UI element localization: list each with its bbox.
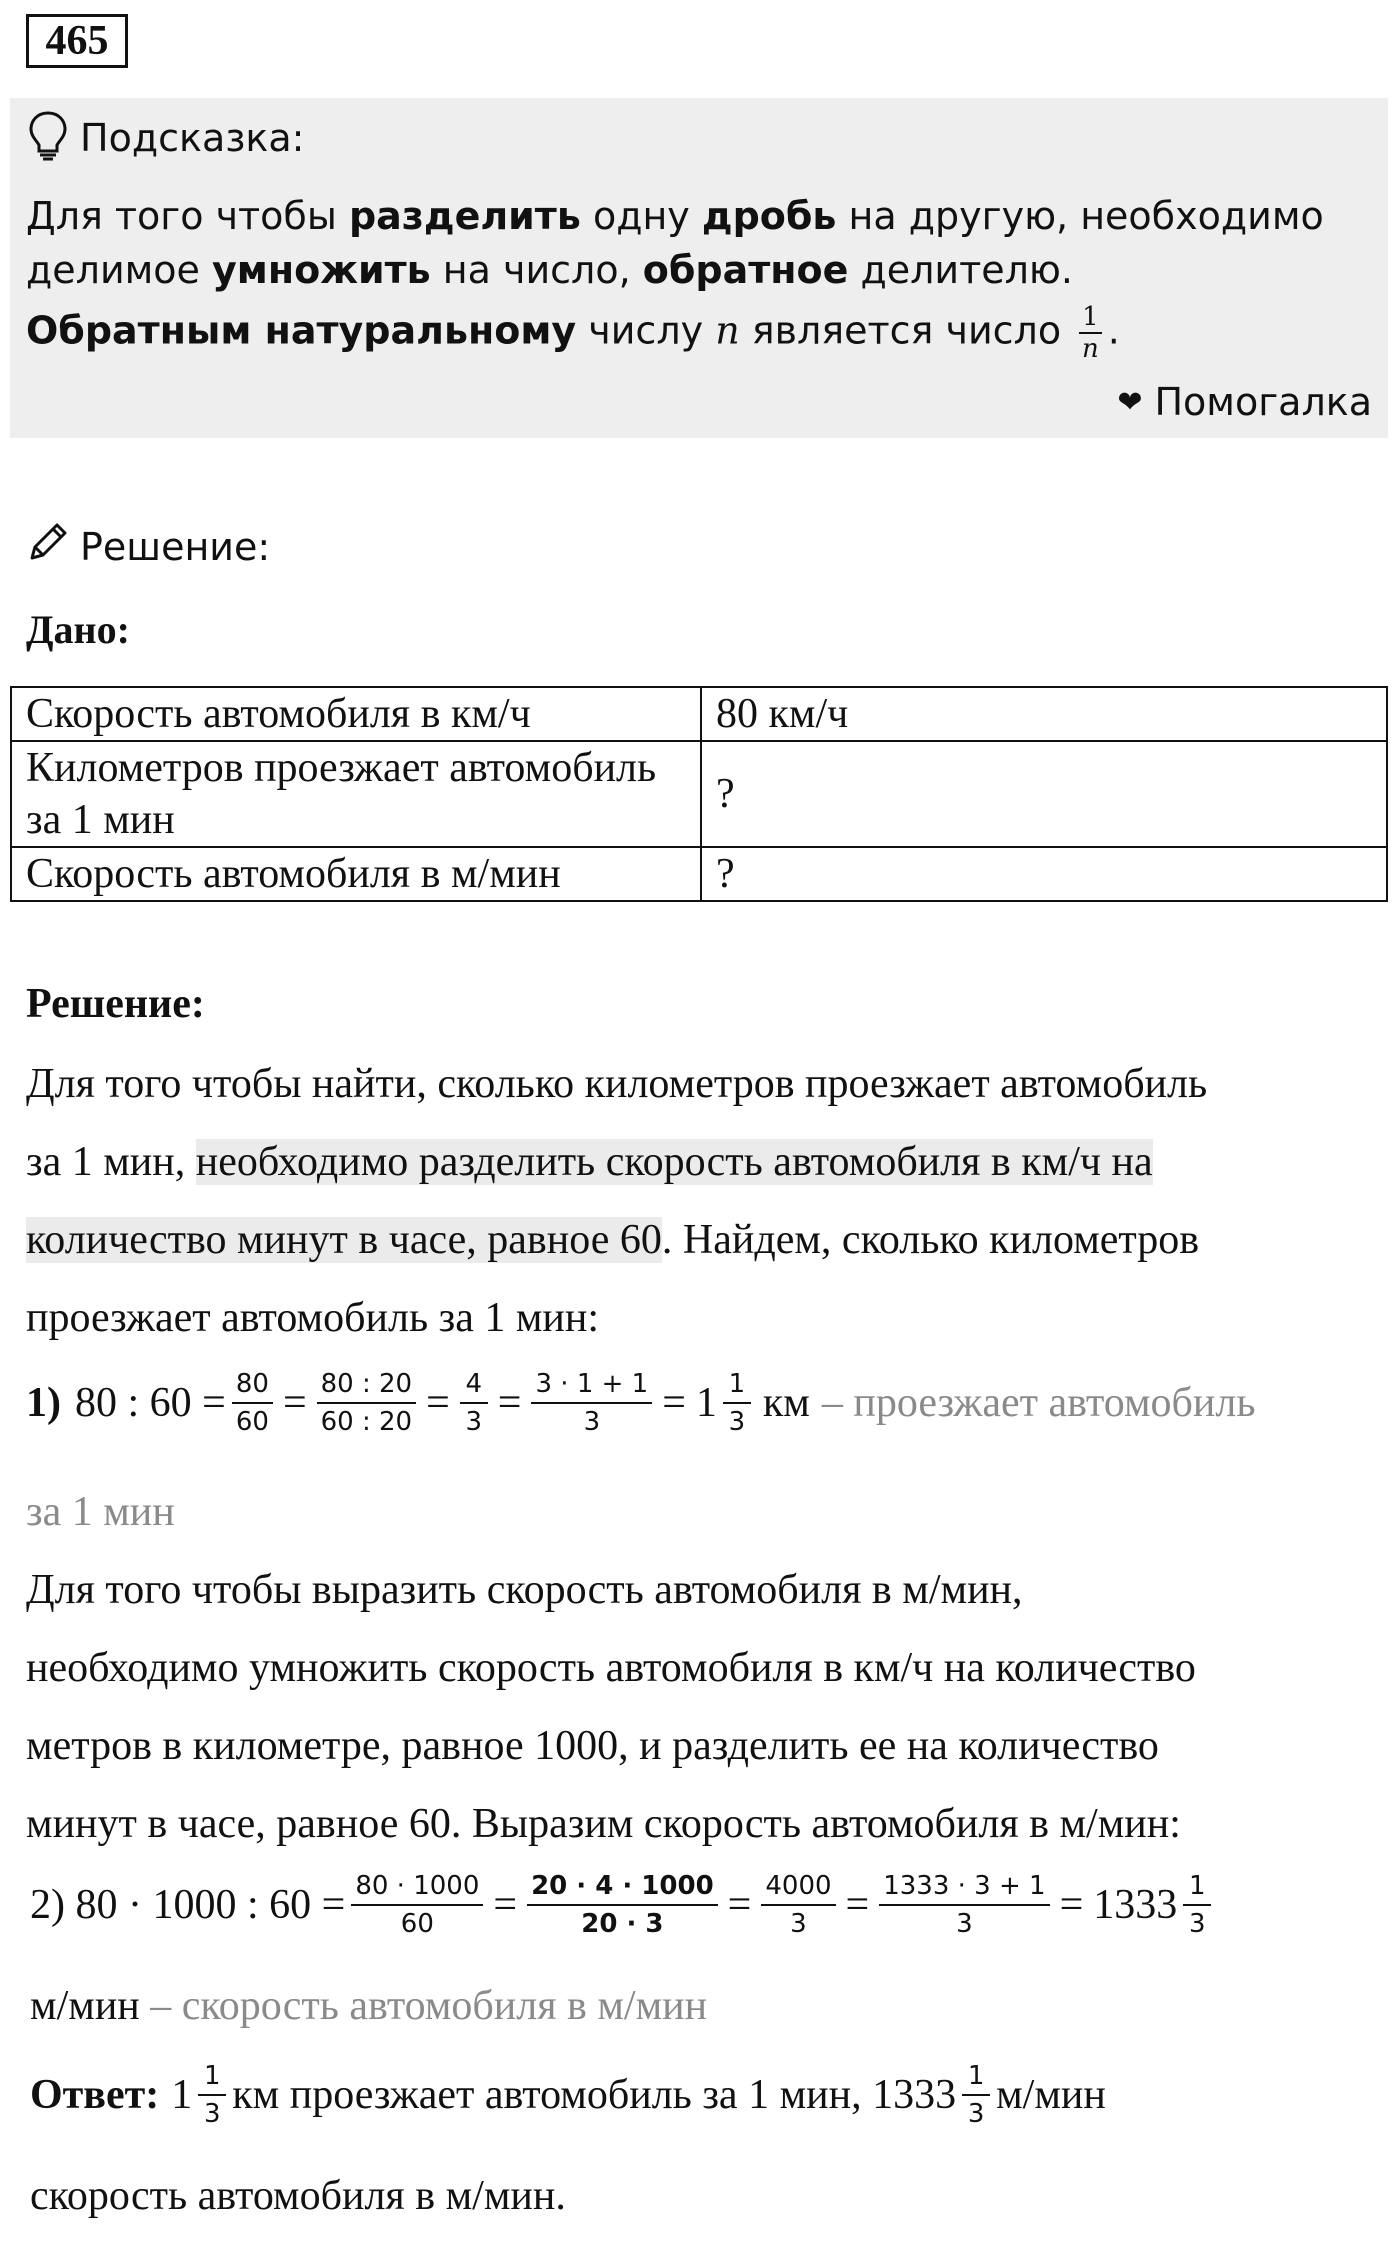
paragraph-1-line-4: проезжает автомобиль за 1 мин: xyxy=(26,1295,600,1341)
hint-title: Подсказка: xyxy=(80,116,305,160)
fraction: $\frac{4}{3}$ xyxy=(460,1366,488,1440)
paragraph-1-line-2: за 1 мин, необходимо разделить скорость автомобиля в км/ч на xyxy=(26,1139,1153,1185)
paragraph-2-line-3: метров в километре, равное 1000, и разделить ее на количество xyxy=(26,1723,1159,1769)
fraction: $\frac{1}{3}$ xyxy=(1183,1868,1211,1942)
table-cell-value: ? xyxy=(701,847,1387,901)
credit-link[interactable] xyxy=(1117,380,1372,424)
fraction: $\frac{80}{60}$ xyxy=(232,1366,273,1440)
given-label: Дано: xyxy=(26,607,130,652)
solution-header xyxy=(26,520,270,573)
fraction: $\frac{4000}{3}$ xyxy=(761,1868,835,1942)
answer-line-2: скорость автомобиля в м/мин. xyxy=(30,2173,566,2219)
fraction: $\frac{1}{3}$ xyxy=(962,2058,990,2132)
paragraph-1-line-1: Для того чтобы найти, сколько километров проезжает автомобиль xyxy=(26,1061,1208,1107)
table-cell-value: ? xyxy=(701,741,1387,847)
highlighted-rule: необходимо разделить скорость автомобиля в км/ч на xyxy=(195,1139,1153,1185)
equation-1: 1) 80 : 60 = $\frac{80}{60}$ = $\frac{80 : 20}{60 : 20}$ = $\frac{4}{3}$ = $\frac{3 \cdot 1 + 1}{3}$ = 1 $\frac{1}{3}$ км – проезжает автомобиль xyxy=(26,1366,1256,1440)
highlighted-rule: количество минут в часе, равное 60 xyxy=(26,1217,662,1263)
table-row xyxy=(11,687,1387,741)
equation-2: 2) 80 · 1000 : 60 = $\frac{80 \cdot 1000}{60}$ = $\frac{20 \cdot 4 \cdot 1000}{20 \cdot 3}$ = $\frac{4000}{3}$ = $\frac{1333 \cdot 3 + 1}{3}$ = 1333 $\frac{1}{3}$ xyxy=(30,1868,1217,1942)
table-cell-value: 80 км/ч xyxy=(701,687,1387,741)
pencil-icon xyxy=(26,520,70,573)
table-cell-label: Километров проезжает автомобиль за 1 мин xyxy=(11,741,701,847)
fraction: $\frac{1}{3}$ xyxy=(723,1366,751,1440)
solution-title: Решение: xyxy=(26,981,205,1027)
table-cell-label: Скорость автомобиля в км/ч xyxy=(11,687,701,741)
equation-2-unit-line: м/мин – скорость автомобиля в м/мин xyxy=(30,1983,708,2029)
table-cell-label: Скорость автомобиля в м/мин xyxy=(11,847,701,901)
hint-fraction: $\frac{1}{n}$ xyxy=(1079,302,1102,364)
solution-header-label: Решение: xyxy=(80,524,271,569)
hint-header xyxy=(28,108,304,168)
paragraph-2-line-4: минут в часе, равное 60. Выразим скорость автомобиля в м/мин: xyxy=(26,1801,1181,1847)
lightbulb-icon xyxy=(28,110,68,166)
credit-label: Помогалка xyxy=(1154,380,1372,424)
fraction: $\frac{1}{3}$ xyxy=(198,2058,226,2132)
hint-line-3: Обратным натуральному числу n является число $\frac{1}{n}$ . xyxy=(26,302,1120,364)
task-number: 465 xyxy=(26,14,128,68)
fraction: $\frac{80 : 20}{60 : 20}$ xyxy=(317,1366,416,1440)
hint-box xyxy=(10,98,1388,438)
answer-line-1: Ответ: 1 $\frac{1}{3}$ км проезжает автомобиль за 1 мин, 1333 $\frac{1}{3}$ м/мин xyxy=(30,2058,1106,2132)
paragraph-2-line-2: необходимо умножить скорость автомобиля в км/ч на количество xyxy=(26,1645,1196,1691)
fraction: $\frac{20 \cdot 4 \cdot 1000}{20 \cdot 3}$ xyxy=(527,1868,718,1942)
hint-line-1: Для того чтобы разделить одну дробь на другую, необходимо xyxy=(26,194,1324,238)
given-table xyxy=(10,686,1388,902)
table-row xyxy=(11,741,1387,847)
paragraph-2-line-1: Для того чтобы выразить скорость автомобиля в м/мин, xyxy=(26,1567,1023,1613)
fraction: $\frac{3 \cdot 1 + 1}{3}$ xyxy=(531,1366,652,1440)
table-row xyxy=(11,847,1387,901)
paragraph-1-line-3: количество минут в часе, равное 60. Найдем, сколько километров xyxy=(26,1217,1200,1263)
heart-icon: ❤ xyxy=(1117,384,1143,420)
equation-1-comment-cont: за 1 мин xyxy=(26,1489,175,1535)
fraction: $\frac{80 \cdot 1000}{60}$ xyxy=(351,1868,483,1942)
fraction: $\frac{1333 \cdot 3 + 1}{3}$ xyxy=(879,1868,1049,1942)
hint-line-2: делимое умножить на число, обратное делителю. xyxy=(26,248,1073,292)
